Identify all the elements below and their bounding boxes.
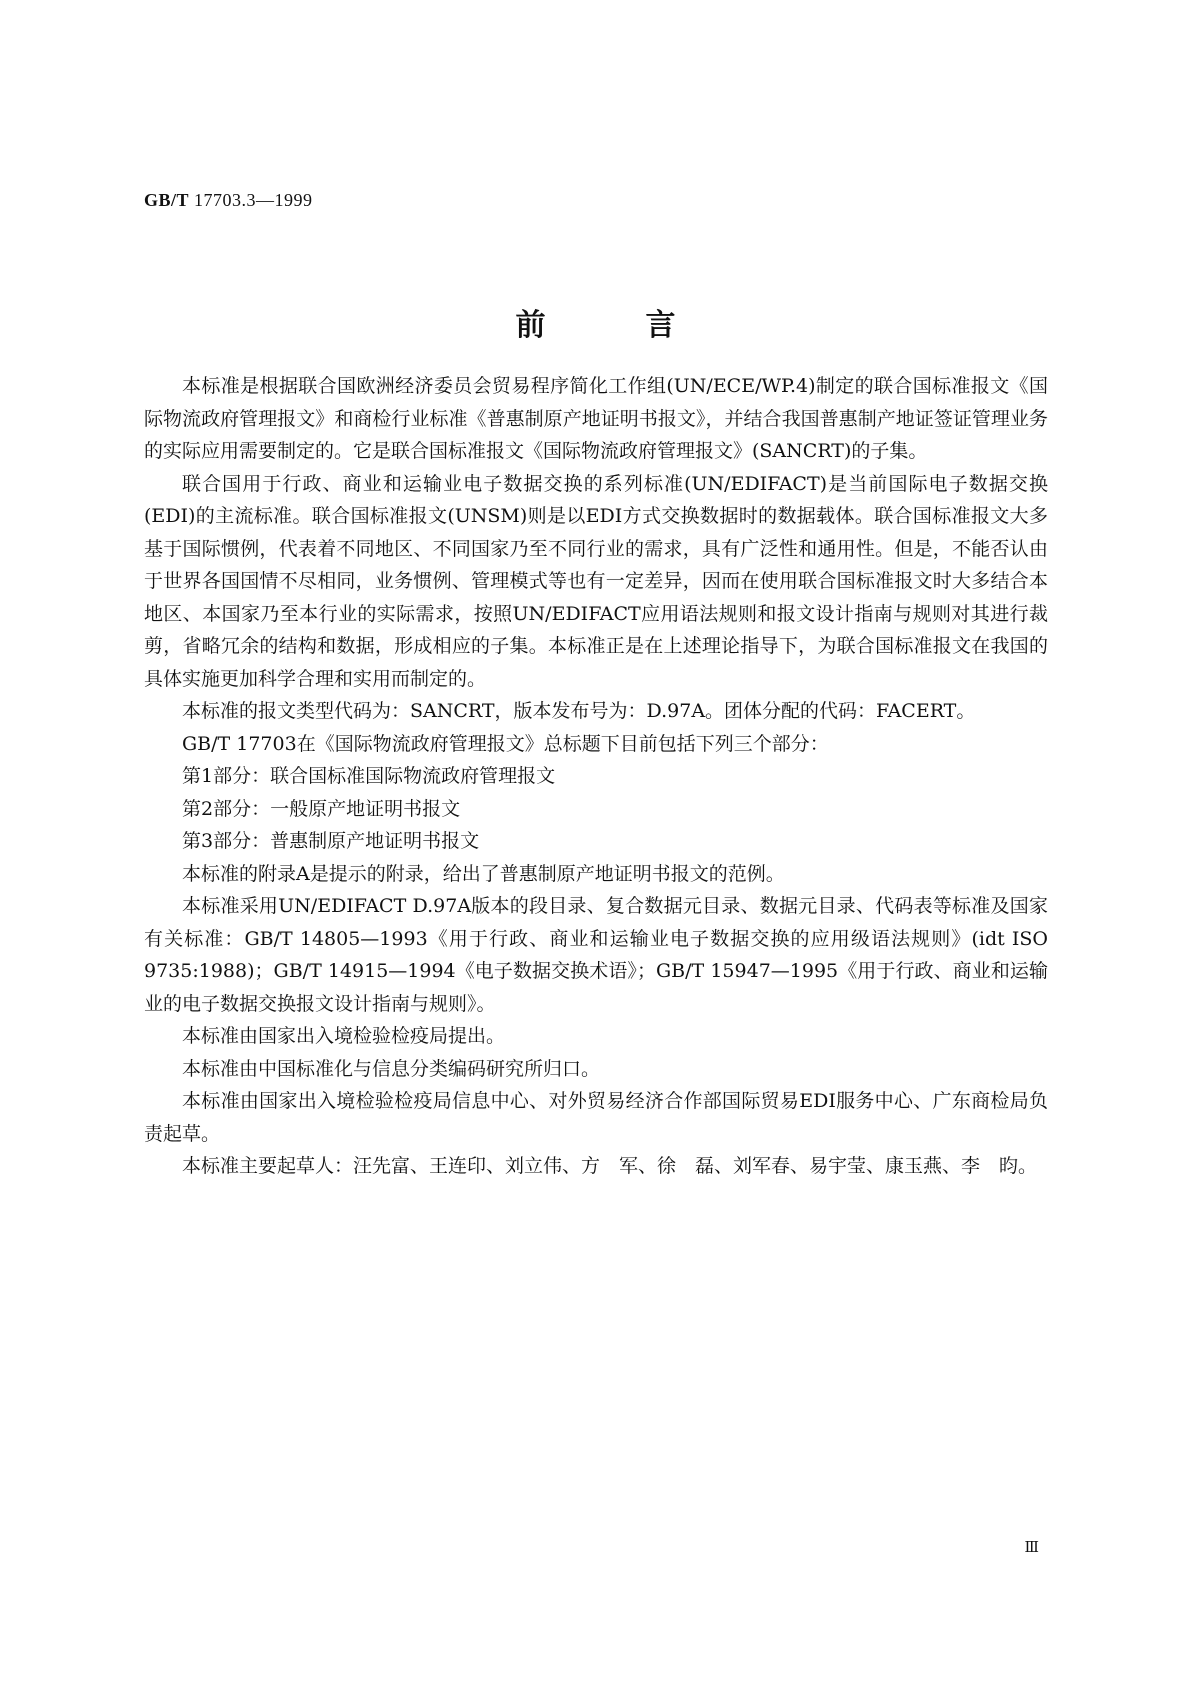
paragraph: 本标准由国家出入境检验检疫局提出。 [182, 1025, 506, 1047]
paragraph: 联合国用于行政、商业和运输业电子数据交换的系列标准(UN/EDIFACT)是当前国际电子数据交换(EDI)的主流标准。联合国标准报文(UNSM)则是以EDI方式交换数据时的数据载体。联合国标准报文大多基于国际惯例，代表着不同地区、不同国家乃至不同行业的需求，具有广泛性和通用性。但是，不能否认由于世界各国国情不尽相同，业务惯例、管理模式等也有一定差异，因而在使用联合国标准报文时大多结合本地区、本国家乃至本行业的实际需求，按照UN/EDIFACT应用语法规则和报文设计指南与规则对其进行裁剪，省略冗余的结构和数据，形成相应的子集。本标准正是在上述理论指导下，为联合国标准报文在我国的具体实施更加科学合理和实用而制定的。 [144, 472, 1048, 690]
paragraph: 本标准采用UN/EDIFACT D.97A版本的段目录、复合数据元目录、数据元目录、代码表等标准及国家有关标准：GB/T 14805—1993《用于行政、商业和运输业电子数据交换的应用级语法规则》(idt ISO 9735:1988)；GB/T 14915—1994《电子数据交换术语》；GB/T 15947—1995《用于行政、商业和运输业的电子数据交换报文设计指南与规则》。 [144, 895, 1048, 1015]
paragraph: 本标准的附录A是提示的附录，给出了普惠制原产地证明书报文的范例。 [182, 862, 785, 885]
paragraph: 本标准由国家出入境检验检疫局信息中心、对外贸易经济合作部国际贸易EDI服务中心、广东商检局负责起草。 [144, 1090, 1048, 1145]
paragraph: 本标准主要起草人：汪先富、王连印、刘立伟、方 军、徐 磊、刘军春、易宇莹、康玉燕、李 昀。 [182, 1155, 1038, 1177]
paragraph: 本标准的报文类型代码为：SANCRT，版本发布号为：D.97A。团体分配的代码：FACERT。 [182, 700, 976, 722]
paragraph: 第2部分：一般原产地证明书报文 [182, 797, 461, 820]
paragraph: 本标准是根据联合国欧洲经济委员会贸易程序简化工作组(UN/ECE/WP.4)制定的联合国标准报文《国际物流政府管理报文》和商检行业标准《普惠制原产地证明书报文》，并结合我国普惠制产地证签证管理业务的实际应用需要制定的。它是联合国标准报文《国际物流政府管理报文》(SANCRT)的子集。 [144, 375, 1048, 462]
page-title: 前言 [515, 308, 776, 343]
paragraph: GB/T 17703在《国际物流政府管理报文》总标题下目前包括下列三个部分： [182, 732, 829, 755]
standard-number: 17703.3—1999 [194, 190, 313, 210]
paragraph: 第3部分：普惠制原产地证明书报文 [182, 830, 480, 852]
foreword-body [144, 370, 1048, 1183]
paragraph: 第1部分：联合国标准国际物流政府管理报文 [182, 765, 556, 787]
standard-code [144, 190, 313, 211]
standard-prefix: GB/T [144, 190, 190, 210]
paragraph: 本标准由中国标准化与信息分类编码研究所归口。 [182, 1057, 601, 1080]
page-number: Ⅲ [1024, 1540, 1039, 1556]
